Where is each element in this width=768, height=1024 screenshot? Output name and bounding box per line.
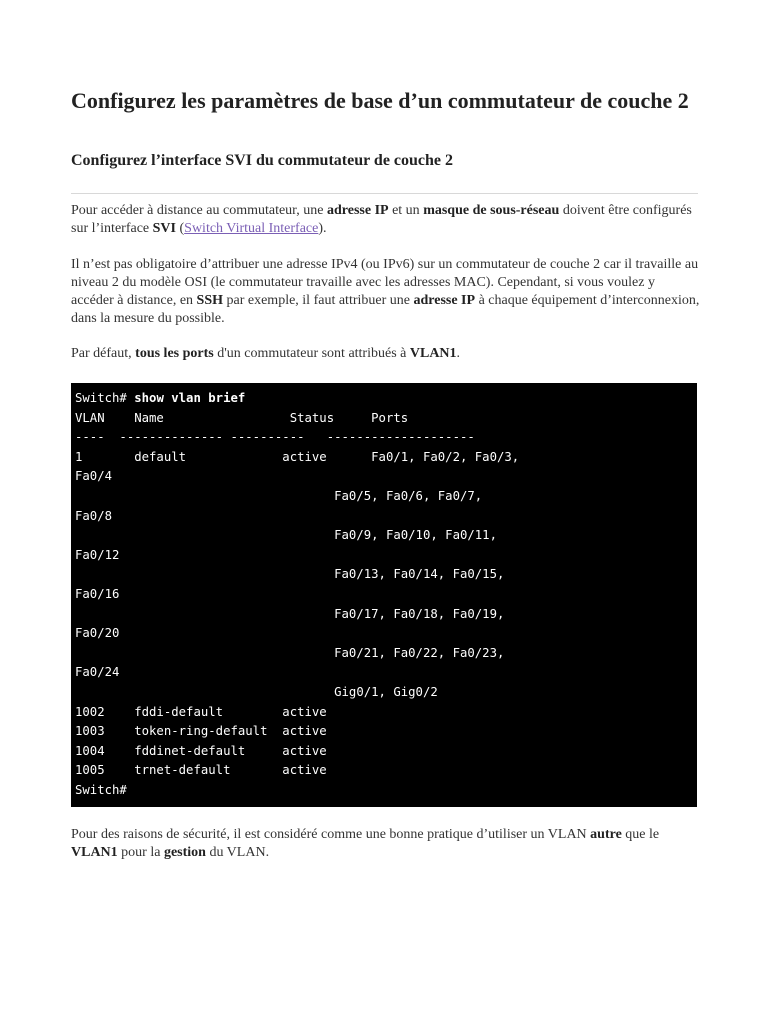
terminal-line: Fa0/21, Fa0/22, Fa0/23, <box>75 645 505 660</box>
bold-text: adresse IP <box>413 293 476 308</box>
paragraph-ip-explanation <box>71 256 701 328</box>
terminal-line: Fa0/24 <box>75 665 120 680</box>
terminal-line: Fa0/20 <box>75 626 120 641</box>
text: Pour accéder à distance au commutateur, une <box>71 203 327 218</box>
bold-text: VLAN1 <box>71 845 118 860</box>
bold-text: VLAN1 <box>409 346 457 361</box>
terminal-line: Switch# <box>75 782 127 797</box>
text: Il n’est pas obligatoire d’attribuer une adresse IPv4 (ou IPv6) sur un commutateur de couche 2 car il travaille au niveau 2 du modèle OSI (le commutateur travaille avec les adresses MAC). Cependant, si vous voulez y accéder à distance, en <box>71 257 699 308</box>
text: ). <box>318 221 327 236</box>
text: . <box>456 346 461 361</box>
text: doivent être configurés sur l’interface <box>71 203 692 236</box>
text: Pour des raisons de sécurité, il est considéré comme une bonne pratique d’utiliser un VLAN <box>71 827 591 842</box>
text: et un <box>388 203 424 218</box>
terminal-line: 1 default active Fa0/1, Fa0/2, Fa0/3, <box>75 449 520 464</box>
terminal-command-line <box>75 389 697 409</box>
terminal-line: Fa0/5, Fa0/6, Fa0/7, <box>75 488 483 503</box>
terminal-line: 1005 trnet-default active <box>75 763 327 778</box>
terminal-line: ---- -------------- ---------- -------------------- <box>75 430 475 445</box>
text: ( <box>175 221 185 236</box>
text: à chaque équipement d’interconnexion, dans la mesure du possible. <box>71 293 700 326</box>
text: que le <box>621 827 660 842</box>
text: pour la <box>117 845 164 860</box>
terminal-line: Fa0/17, Fa0/18, Fa0/19, <box>75 606 505 621</box>
paragraph-security-note <box>71 826 701 862</box>
section-heading: Configurez l’interface SVI du commutateur de couche 2 <box>71 152 454 169</box>
terminal-line: Fa0/9, Fa0/10, Fa0/11, <box>75 528 497 543</box>
terminal-line: 1003 token-ring-default active <box>75 724 327 739</box>
bold-text: adresse IP <box>327 203 389 218</box>
text: par exemple, il faut attribuer une <box>223 293 414 308</box>
paragraph-svi-intro <box>71 202 701 238</box>
terminal-line: Fa0/8 <box>75 508 113 523</box>
text: d'un commutateur sont attribués à <box>213 346 410 361</box>
terminal-line: Fa0/16 <box>75 586 120 601</box>
terminal-output <box>71 383 697 807</box>
bold-text: SVI <box>152 221 176 236</box>
terminal-line: Fa0/4 <box>75 469 113 484</box>
bold-text: gestion <box>163 845 206 860</box>
bold-text: tous les ports <box>135 346 214 361</box>
bold-text: masque de sous-réseau <box>423 203 560 218</box>
svi-link[interactable]: Switch Virtual Interface <box>184 221 319 236</box>
text: du VLAN. <box>205 845 270 860</box>
terminal-line: 1002 fddi-default active <box>75 704 327 719</box>
divider <box>71 193 698 194</box>
terminal-command: show vlan brief <box>134 391 246 405</box>
text: Par défaut, <box>71 346 136 361</box>
terminal-line: Gig0/1, Gig0/2 <box>75 684 438 699</box>
terminal-line: Fa0/12 <box>75 547 120 562</box>
page-title: Configurez les paramètres de base d’un commutateur de couche 2 <box>71 88 689 113</box>
terminal-line: 1004 fddinet-default active <box>75 743 327 758</box>
terminal-line: Fa0/13, Fa0/14, Fa0/15, <box>75 567 505 582</box>
bold-text: SSH <box>196 293 223 308</box>
terminal-prompt: Switch# <box>75 391 135 405</box>
paragraph-default-vlan <box>71 345 701 363</box>
bold-text: autre <box>590 827 622 842</box>
terminal-line: VLAN Name Status Ports <box>75 410 409 425</box>
